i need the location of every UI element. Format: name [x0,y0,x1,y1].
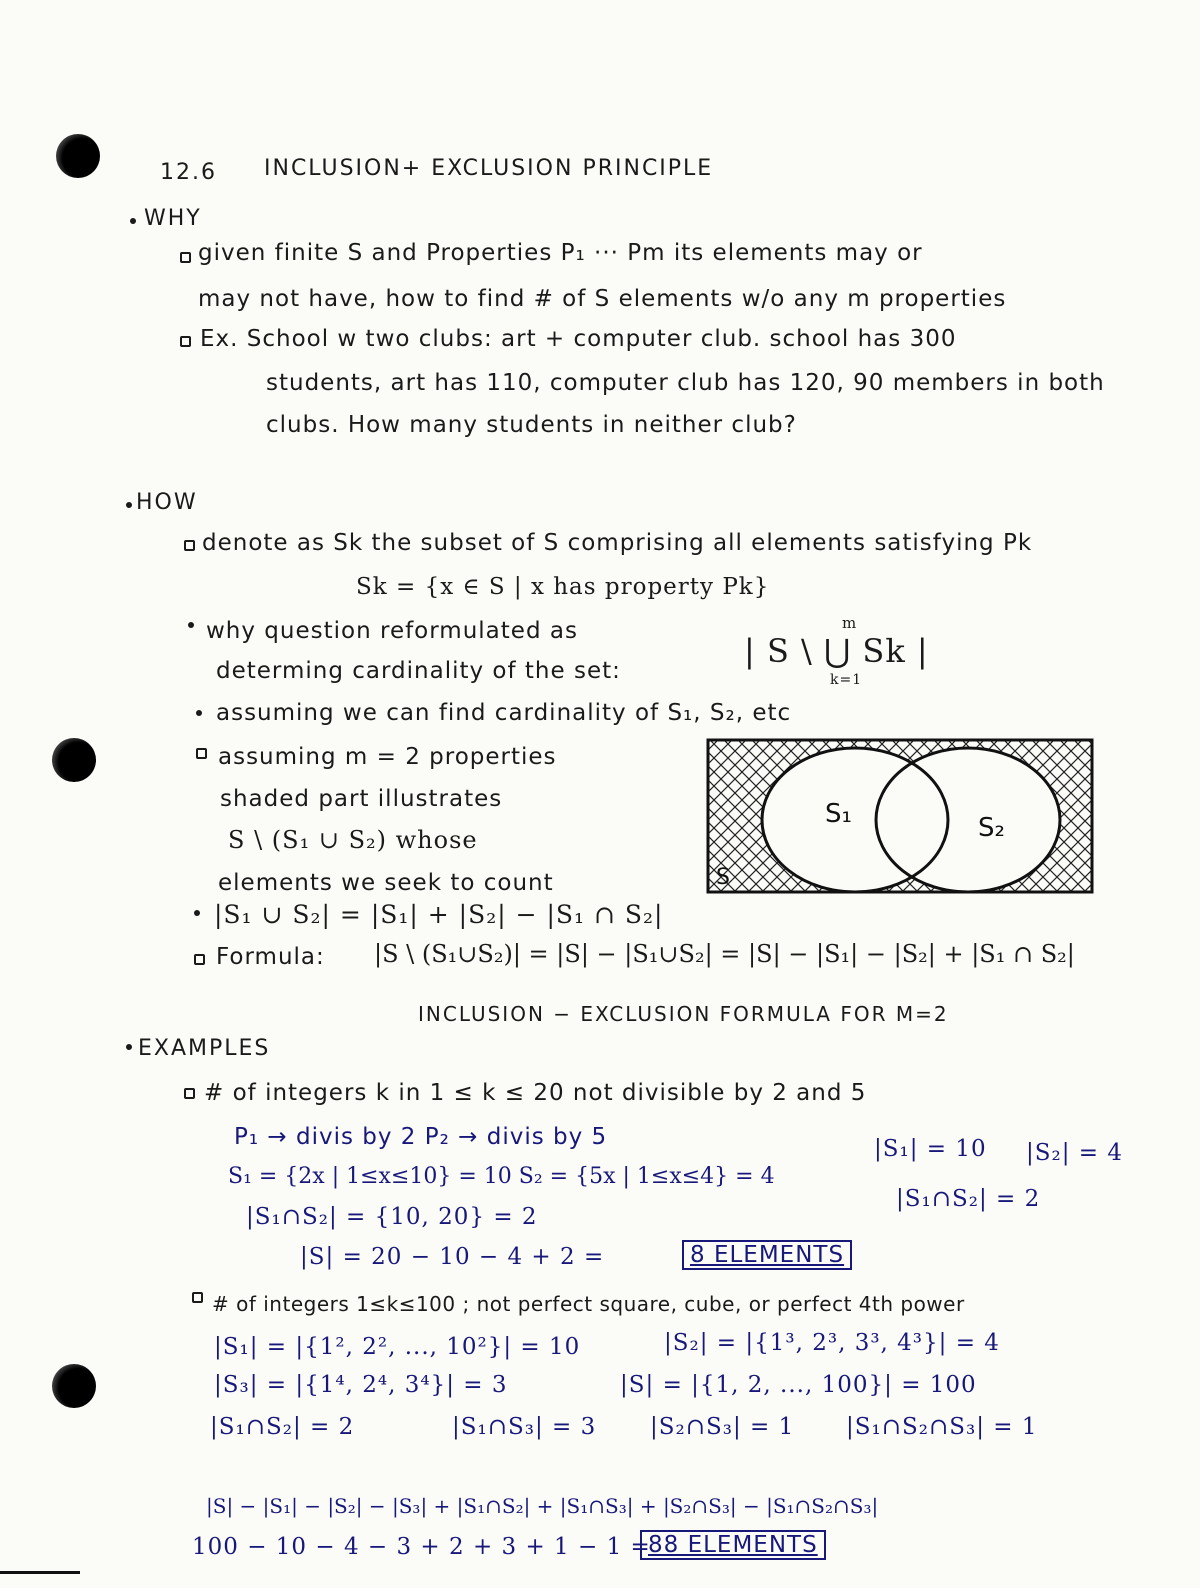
why-example-3: clubs. How many students in neither club? [266,412,797,438]
page-edge [0,1571,80,1574]
sk-definition: Sk = {x ∈ S | x has property Pk} [356,574,770,600]
formula-caption: INCLUSION − EXCLUSION FORMULA FOR M=2 [418,1002,949,1026]
assume-1: assuming we can find cardinality of S₁, S₂, etc [216,700,792,726]
denote-text: denote as Sk the subset of S comprising all elements satisfying Pk [202,530,1033,556]
examples-heading: EXAMPLES [138,1036,271,1061]
why-question-line-2: determing cardinality of the set: [216,658,621,684]
how-heading: HOW [136,490,198,515]
why-heading: WHY [144,206,202,231]
union-formula: |S₁ ∪ S₂| = |S₁| + |S₂| − |S₁ ∩ S₂| [214,900,664,929]
set-expression: | S \ ⋃ Sk | [744,632,929,670]
why-example-2: students, art has 110, computer club has 120, 90 members in both [266,370,1105,396]
example-2-row-1a: |S₁| = |{1², 2², ..., 10²}| = 10 [214,1334,581,1360]
example-2-calc: 100 − 10 − 4 − 3 + 2 + 3 + 1 − 1 = [192,1534,651,1560]
example-2-prompt: # of integers 1≤k≤100 ; not perfect square, cube, or perfect 4th power [212,1292,965,1316]
assume-2-bullet [196,748,207,759]
assume-1-bullet [196,710,202,716]
example-1-card-s1: |S₁| = 10 [874,1136,987,1162]
example-1-calc: |S| = 20 − 10 − 4 + 2 = [300,1244,605,1270]
example-2-answer: 88 ELEMENTS [640,1530,826,1560]
example-2-row-3c: |S₂∩S₃| = 1 [650,1414,795,1440]
example-2-row-2b: |S| = |{1, 2, ..., 100}| = 100 [620,1372,977,1398]
example-1-bullet [184,1088,195,1099]
page-title: INCLUSION+ EXCLUSION PRINCIPLE [264,156,714,181]
example-2-row-3a: |S₁∩S₂| = 2 [210,1414,355,1440]
venn-diagram [700,730,1100,900]
example-1-props: P₁ → divis by 2 P₂ → divis by 5 [234,1124,608,1150]
why-example-1: Ex. School w two clubs: art + computer club. school has 300 [200,326,957,352]
example-1-sets: S₁ = {2x | 1≤x≤10} = 10 S₂ = {5x | 1≤x≤4} = 4 [228,1164,775,1189]
binder-hole-1 [56,134,100,178]
formula: |S \ (S₁∪S₂)| = |S| − |S₁∪S₂| = |S| − |S₁| − |S₂| + |S₁ ∩ S₂| [374,940,1075,968]
denote-bullet [184,540,195,551]
example-2-row-2a: |S₃| = |{1⁴, 2⁴, 3⁴}| = 3 [214,1372,508,1398]
example-1-card-inter: |S₁∩S₂| = 2 [896,1186,1041,1212]
example-1-card-s2: |S₂| = 4 [1026,1140,1124,1166]
union-formula-bullet [194,910,200,916]
examples-bullet [126,1044,132,1050]
example-1-intersection: |S₁∩S₂| = {10, 20} = 2 [246,1204,538,1230]
example-1-prompt: # of integers k in 1 ≤ k ≤ 20 not divisible by 2 and 5 [204,1080,867,1106]
why-question-bullet [188,622,194,628]
why-line-2: may not have, how to find # of S elements w/o any m properties [198,286,1007,312]
example-2-bullet [192,1292,203,1303]
union-top: m [842,614,858,632]
how-bullet [126,502,132,508]
venn-label-s2: S₂ [978,813,1005,843]
section-number: 12.6 [160,160,217,185]
why-question-line-1: why question reformulated as [206,618,578,644]
example-2-row-3b: |S₁∩S₃| = 3 [452,1414,597,1440]
shaded-line-1: shaded part illustrates [220,786,503,812]
example-2-row-1b: |S₂| = |{1³, 2³, 3³, 4³}| = 4 [664,1330,1000,1356]
shaded-line-2: S \ (S₁ ∪ S₂) whose [228,826,478,854]
union-bottom: k=1 [830,672,863,688]
example-2-row-3d: |S₁∩S₂∩S₃| = 1 [846,1414,1038,1440]
formula-label: Formula: [216,944,325,970]
binder-hole-3 [52,1364,96,1408]
binder-hole-2 [52,738,96,782]
example-bullet [180,336,191,347]
shaded-line-3: elements we seek to count [218,870,554,896]
why-item-bullet [180,252,191,263]
venn-label-s: S [716,865,730,890]
example-1-answer: 8 ELEMENTS [682,1240,852,1270]
assume-2: assuming m = 2 properties [218,744,557,770]
why-bullet [130,218,136,224]
why-line-1: given finite S and Properties P₁ ··· Pm its elements may or [198,240,923,266]
formula-bullet [194,954,205,965]
example-2-sum: |S| − |S₁| − |S₂| − |S₃| + |S₁∩S₂| + |S₁∩S₃| + |S₂∩S₃| − |S₁∩S₂∩S₃| [206,1494,879,1518]
venn-label-s1: S₁ [825,799,852,829]
